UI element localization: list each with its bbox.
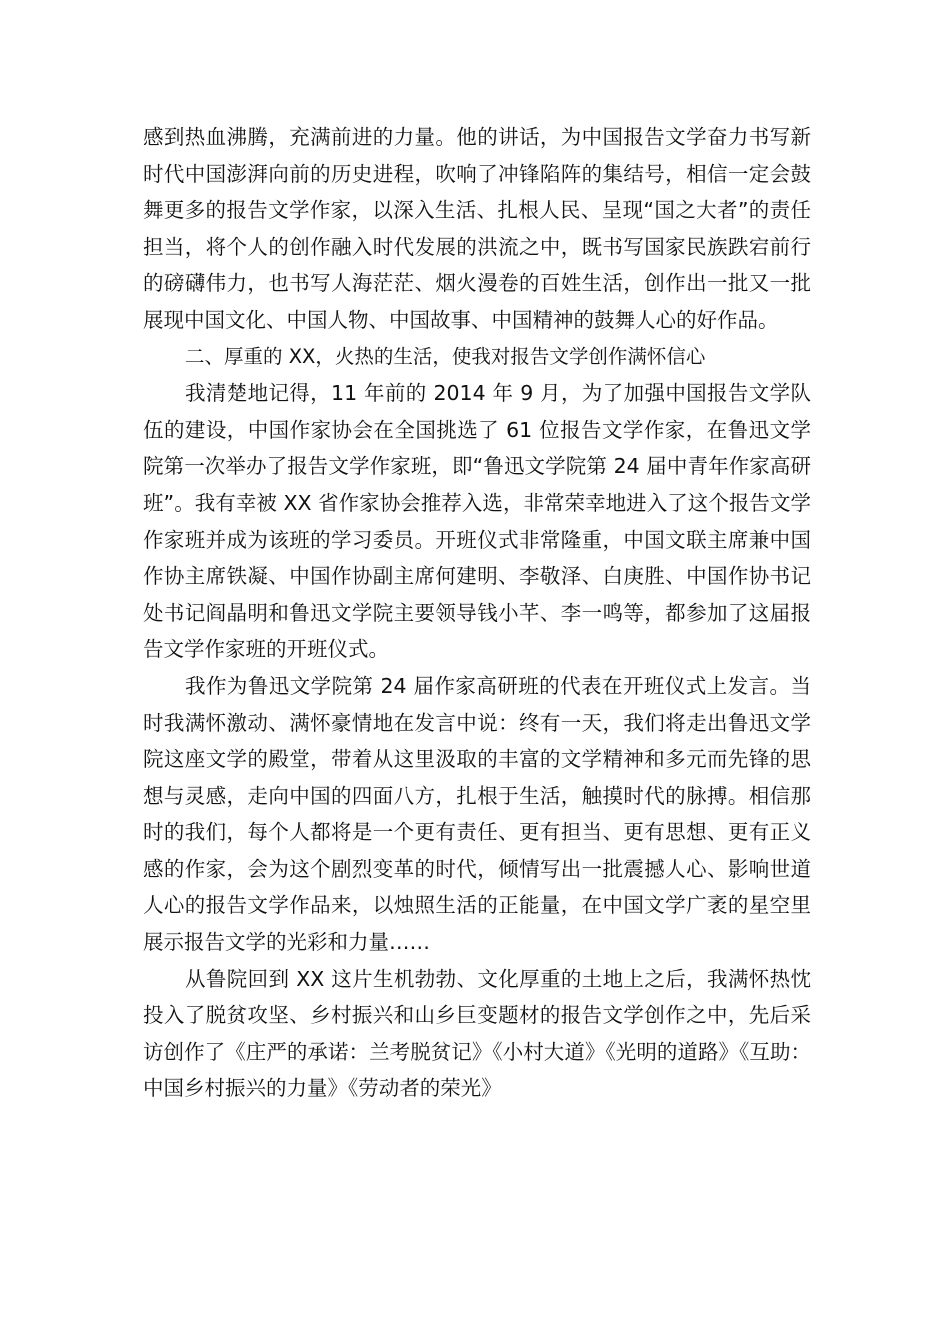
- paragraph-continued: 感到热血沸腾，充满前进的力量。他的讲话，为中国报告文学奋力书写新时代中国澎湃向前的历史进程，吹响了冲锋陷阵的集结号，相信一定会鼓舞更多的报告文学作家，以深入生活、扎根人民、呈现“国之大者”的责任担当，将个人的创作融入时代发展的洪流之中，既书写国家民族跌宕前行的磅礴伟力，也书写人海茫茫、烟火漫卷的百姓生活，创作出一批又一批展现中国文化、中国人物、中国故事、中国精神的鼓舞人心的好作品。: [143, 125, 811, 332]
- section-heading: 二、厚重的 XX，火热的生活，使我对报告文学创作满怀信心: [185, 344, 706, 368]
- paragraph-return-xx: 从鲁院回到 XX 这片生机勃勃、文化厚重的土地上之后，我满怀热忱投入了脱贫攻坚、乡村振兴和山乡巨变题材的报告文学创作之中，先后采访创作了《庄严的承诺：兰考脱贫记》《小村大道》《光明的道路》《互助：中国乡村振兴的力量》《劳动者的荣光》: [143, 966, 811, 1101]
- paragraph-luxun-class: 我清楚地记得，11 年前的 2014 年 9 月，为了加强中国报告文学队伍的建设，中国作家协会在全国挑选了 61 位报告文学作家，在鲁迅文学院第一次举办了报告文学作家班，即“鲁迅文学院第 24 届中青年作家高研班”。我有幸被 XX 省作家协会推荐入选，非常荣幸地进入了这个报告文学作家班并成为该班的学习委员。开班仪式非常隆重，中国文联主席兼中国作协主席铁凝、中国作协副主席何建明、李敬泽、白庚胜、中国作协书记处书记阎晶明和鲁迅文学院主要领导钱小芊、李一鸣等，都参加了这届报告文学作家班的开班仪式。: [143, 381, 811, 662]
- document-body: [143, 119, 811, 1107]
- paragraph-opening-speech: 我作为鲁迅文学院第 24 届作家高研班的代表在开班仪式上发言。当时我满怀激动、满怀豪情地在发言中说：终有一天，我们将走出鲁迅文学院这座文学的殿堂，带着从这里汲取的丰富的文学精神和多元而先锋的思想与灵感，走向中国的四面八方，扎根于生活，触摸时代的脉搏。相信那时的我们，每个人都将是一个更有责任、更有担当、更有思想、更有正义感的作家，会为这个剧烈变革的时代，倾情写出一批震撼人心、影响世道人心的报告文学作品来，以烛照生活的正能量，在中国文学广袤的星空里展示报告文学的光彩和力量……: [143, 673, 811, 955]
